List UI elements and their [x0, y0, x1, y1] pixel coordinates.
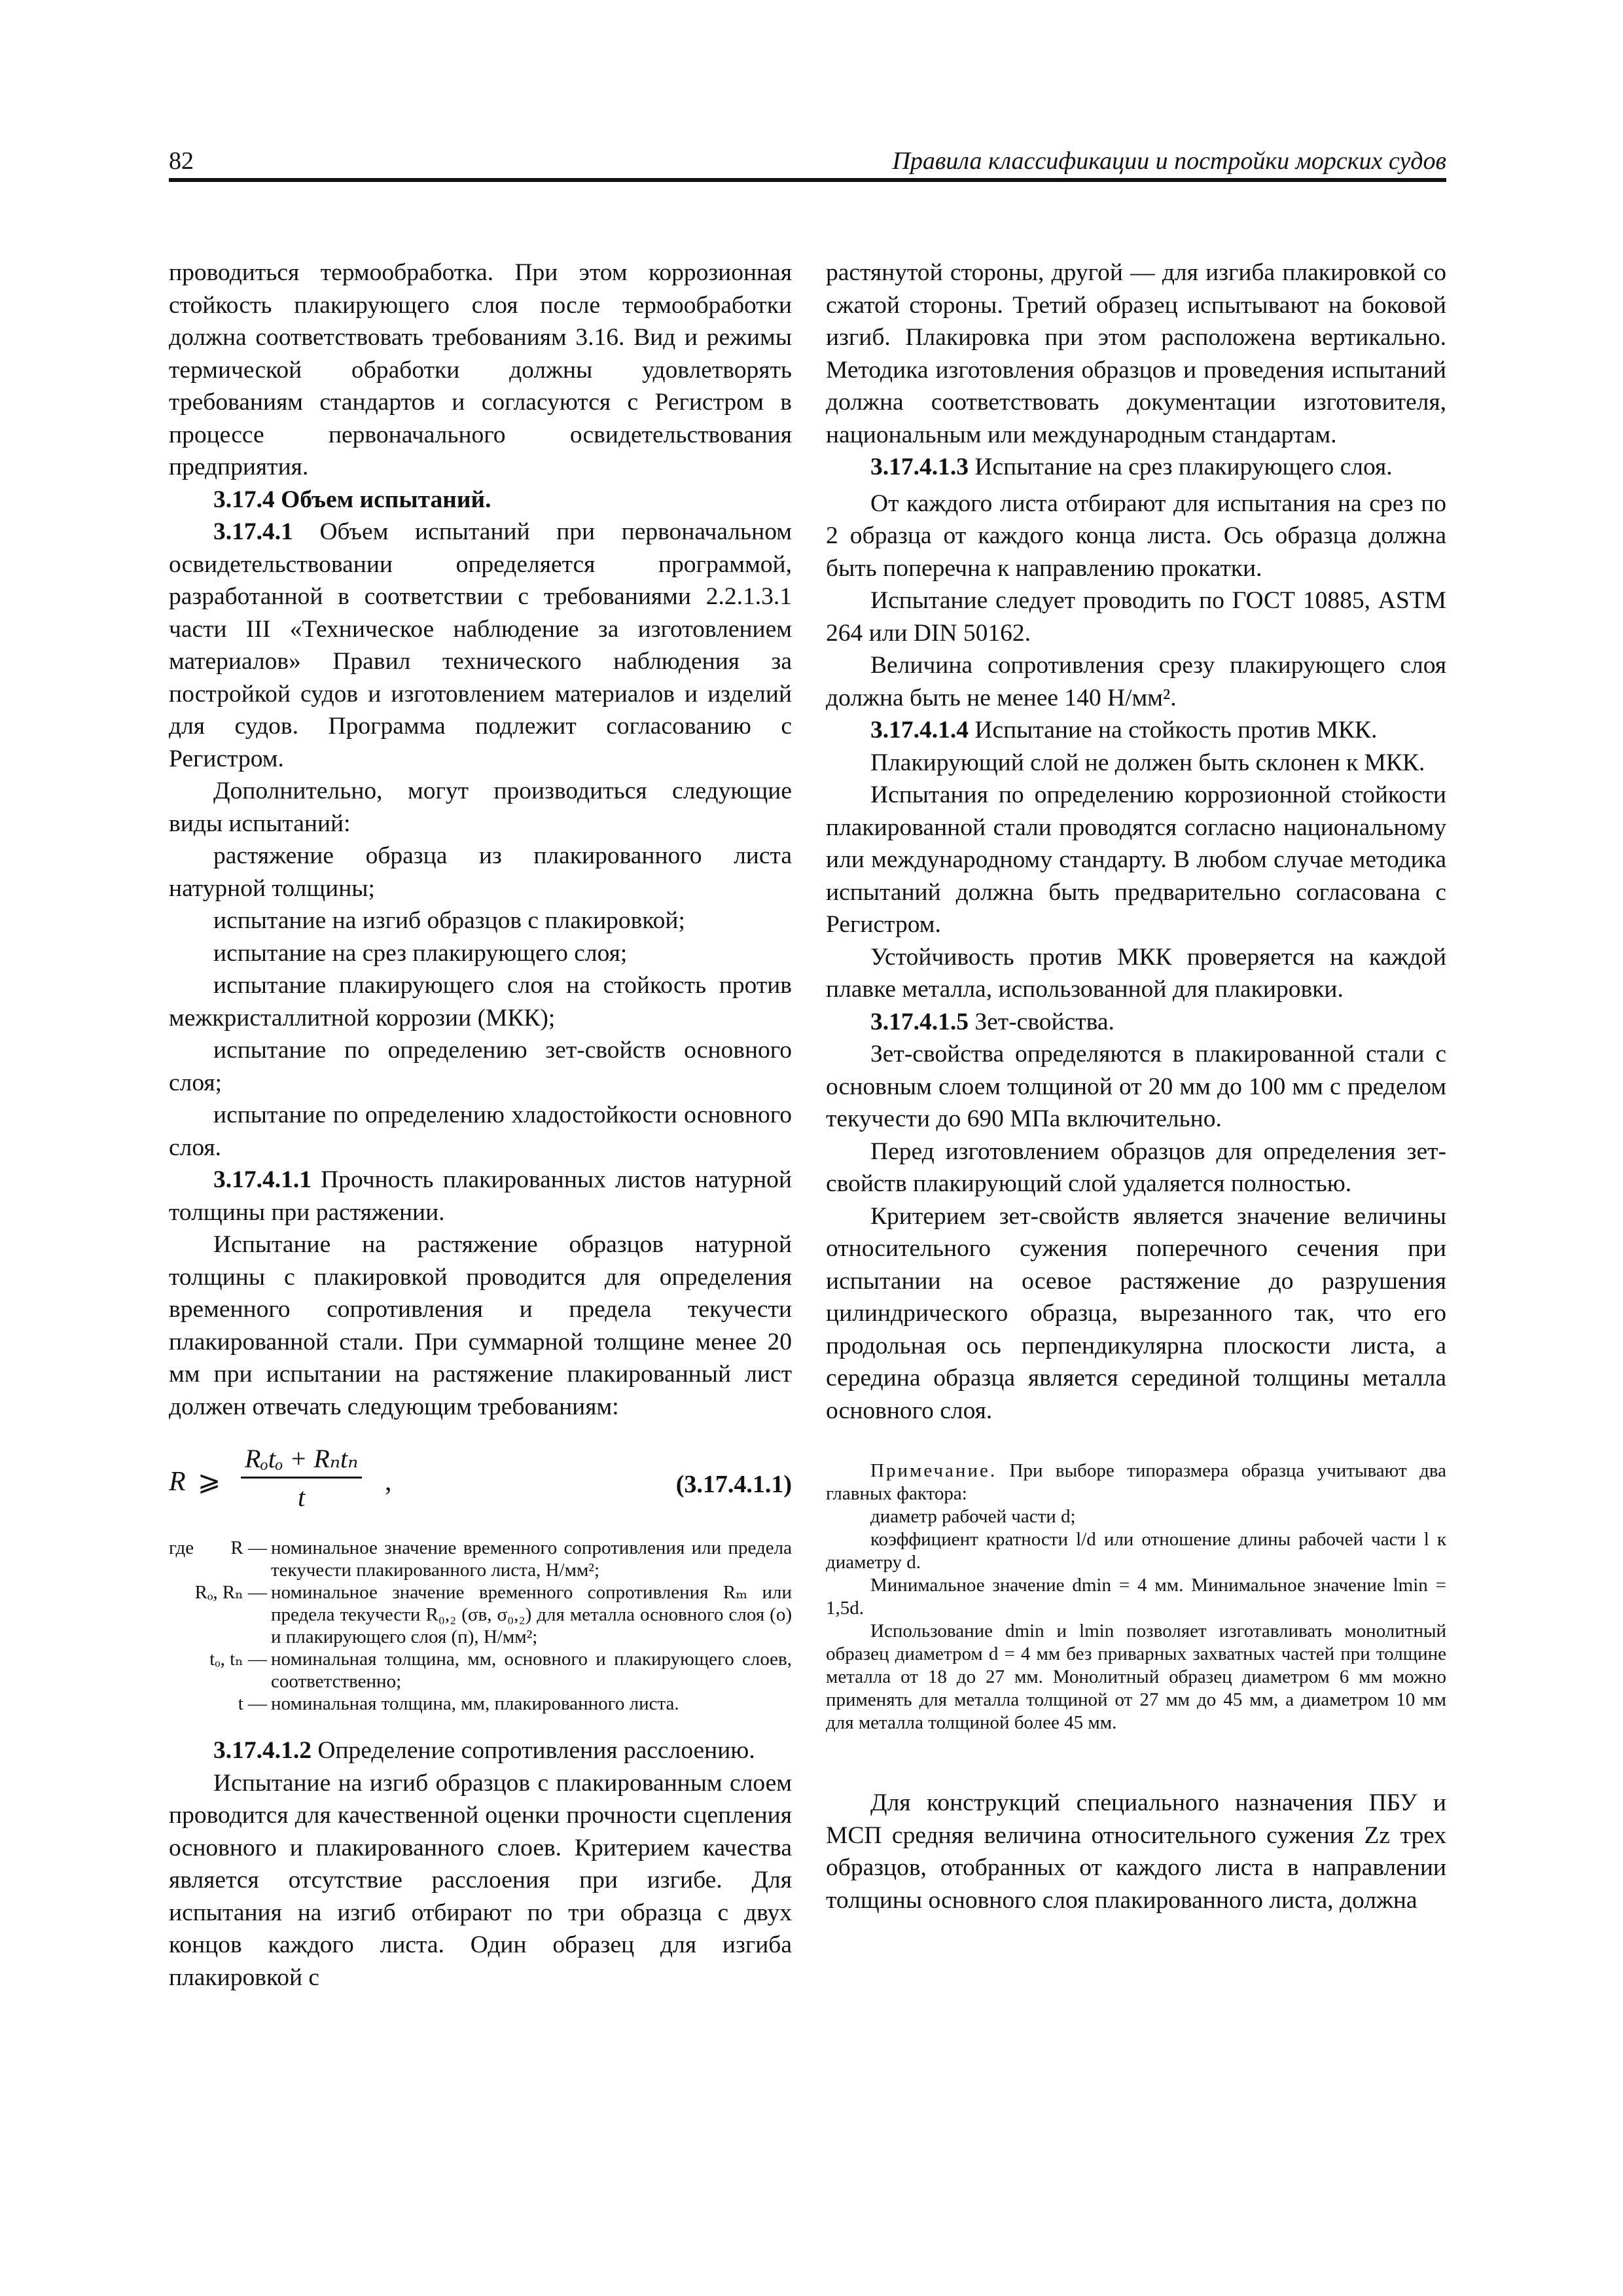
definition-text: номинальное значение временного сопротивления или предела текучести плакированного листа, Н/мм²;	[271, 1537, 792, 1581]
definition-symbol: t —	[238, 1693, 267, 1714]
definition-text: номинальное значение временного сопротивления Rₘ или предела текучести R₀,₂ (σв, σ₀,₂) для металла основного слоя (о) и плакирующего слоя (п), Н/мм²;	[271, 1582, 792, 1647]
clause-number: 3.17.4.1.5	[870, 1008, 969, 1035]
note-text: Минимальное значение dmin = 4 мм. Минимальное значение lmin = 1,5d.	[826, 1575, 1446, 1619]
list-item: испытание по определению зет-свойств основного слоя;	[169, 1037, 792, 1096]
formula-fraction	[241, 1443, 362, 1513]
paragraph: Испытание следует проводить по ГОСТ 10885, ASTM 264 или DIN 50162.	[826, 587, 1446, 647]
paragraph: Величина сопротивления срезу плакирующего слоя должна быть не менее 140 Н/мм².	[826, 652, 1446, 711]
running-title: Правила классификации и постройки морских судов	[892, 147, 1446, 175]
paragraph: Для конструкций специального назначения ПБУ и МСП средняя величина относительного сужения Zz трех образцов, отобранных от каждого листа в направлении толщины основного слоя плакированного листа, должна	[826, 1789, 1446, 1914]
paragraph: Испытания по определению коррозионной стойкости плакированной стали проводятся согласно национальному или международному стандарту. В любом случае методика испытаний должна быть предварительно согласована с Регистром.	[826, 781, 1446, 938]
definition-text: номинальная толщина, мм, плакированного листа.	[271, 1693, 679, 1714]
note-block	[826, 1460, 1446, 1734]
definition-symbol: R —	[230, 1537, 267, 1558]
formula-relation: ⩾	[198, 1467, 221, 1497]
paragraph: 3.17.4.1.3 Испытание на срез плакирующего слоя.	[870, 454, 1393, 480]
formula-denominator: t	[298, 1482, 306, 1512]
paragraph: 3.17.4.1.2 Определение сопротивления расслоению.	[213, 1737, 755, 1764]
clause-number: 3.17.4.1.2	[213, 1737, 312, 1764]
paragraph: 3.17.4.1.4 Испытание на стойкость против МКК.	[870, 717, 1378, 744]
paragraph: Зет-свойства определяются в плакированной стали с основным слоем толщиной от 20 мм до 100 мм с пределом текучести до 690 МПа включительно.	[826, 1041, 1446, 1132]
paragraph: Испытание на изгиб образцов с плакированным слоем проводится для качественной оценки прочности сцепления основного и плакированного слоев. Критерием качества является отсутствие расслоения при изгибе. Для испытания на изгиб отбирают по три образца с двух концов каждого листа. Один образец для изгиба плакировкой с	[169, 1769, 792, 1991]
paragraph: Перед изготовлением образцов для определения зет-свойств плакирующий слой удаляется полностью.	[826, 1138, 1446, 1197]
paragraph: Плакирующий слой не должен быть склонен к МКК.	[870, 749, 1425, 776]
clause-number: 3.17.4.1.3	[870, 454, 969, 480]
paragraph: От каждого листа отбирают для испытания на срез по 2 образца от каждого конца листа. Ось образца должна быть поперечна к направлению прокатки.	[826, 490, 1446, 582]
note-label: Примечание.	[870, 1460, 997, 1481]
paragraph: растянутой стороны, другой — для изгиба плакировкой со сжатой стороны. Третий образец испытывают на боковой изгиб. Плакировка при этом расположена вертикально. Методика изготовления образцов и проведения испытаний должна соответствовать документации изготовителя, национальным или международным стандартам.	[826, 259, 1446, 448]
paragraph: 3.17.4.1.1 Прочность плакированных листов натурной толщины при растяжении.	[169, 1166, 792, 1226]
formula-comma: ,	[385, 1467, 392, 1497]
clause-number: 3.17.4.1.4	[870, 717, 969, 744]
paragraph: 3.17.4.1.5 Зет-свойства.	[870, 1008, 1115, 1035]
list-item: испытание по определению хладостойкости основного слоя.	[169, 1102, 792, 1161]
formula-numerator: Rₒtₒ + Rₙtₙ	[241, 1443, 362, 1479]
where-label: где	[169, 1537, 194, 1558]
definitions-list	[169, 1537, 792, 1715]
clause-number: 3.17.4.1	[213, 518, 293, 545]
right-column	[826, 257, 1446, 1916]
list-item: испытание плакирующего слоя на стойкость против межкристаллитной коррозии (МКК);	[169, 972, 792, 1031]
list-item: испытание на срез плакирующего слоя;	[213, 939, 628, 967]
note-text: коэффициент кратности l/d или отношение длины рабочей части l к диаметру d.	[826, 1529, 1446, 1573]
formula-3-17-4-1-1	[169, 1443, 792, 1521]
formula-lhs: R	[169, 1467, 186, 1497]
left-column	[169, 257, 792, 1994]
definition-symbol: Rₒ, Rₙ —	[194, 1582, 267, 1603]
definition-text: номинальная толщина, мм, основного и плакирующего слоев, соответственно;	[271, 1649, 792, 1692]
list-item: испытание на изгиб образцов с плакировкой;	[213, 907, 685, 934]
page-header	[169, 145, 1446, 182]
paragraph: проводиться термообработка. При этом коррозионная стойкость плакирующего слоя после термообработки должна соответствовать требованиям 3.16. Вид и режимы термической обработки должны удовлетворять требованиям стандартов и согласуются с Регистром в процессе первоначального освидетельствования предприятия.	[169, 259, 792, 480]
paragraph: Испытание на растяжение образцов натурной толщины с плакировкой проводится для определения временного сопротивления и предела текучести плакированной стали. При суммарной толщине менее 20 мм при испытании на растяжение плакированный лист должен отвечать следующим требованиям:	[169, 1231, 792, 1420]
note-text: При выборе типоразмера образца учитывают два главных фактора:	[826, 1460, 1446, 1504]
paragraph: Критерием зет-свойств является значение величины относительного сужения поперечного сечения при испытании на осевое растяжение до разрушения цилиндрического образца, вырезанного так, что его продольная ось перпендикулярна плоскости листа, а середина образца является серединой толщины металла основного слоя.	[826, 1202, 1446, 1424]
note-text: Использование dmin и lmin позволяет изготавливать монолитный образец диаметром d = 4 мм без приварных захватных частей при толщине металла от 18 до 27 мм. Монолитный образец диаметром 6 мм можно применять для металла толщиной от 27 мм до 45 мм, а диаметром 10 мм для металла толщиной более 45 мм.	[826, 1621, 1446, 1733]
equation-number: (3.17.4.1.1)	[675, 1471, 792, 1498]
paragraph: Дополнительно, могут производиться следующие виды испытаний:	[169, 778, 792, 837]
clause-number: 3.17.4.1.1	[213, 1166, 312, 1193]
section-heading: 3.17.4 Объем испытаний.	[213, 486, 491, 513]
paragraph: Устойчивость против МКК проверяется на каждой плавке металла, использованной для плакировки.	[826, 943, 1446, 1003]
note-text: диаметр рабочей части d;	[870, 1506, 1076, 1527]
definition-symbol: tₒ, tₙ —	[209, 1649, 267, 1670]
list-item: растяжение образца из плакированного листа натурной толщины;	[169, 842, 792, 902]
page-number: 82	[169, 147, 194, 175]
paragraph: 3.17.4.1 Объем испытаний при первоначальном освидетельствовании определяется программой, разработанной в соответствии с требованиями 2.2.1.3.1 части III «Техническое наблюдение за изготовлением материалов» Правил технического наблюдения за постройкой судов и изготовлением материалов и изделий для судов. Программа подлежит согласованию с Регистром.	[169, 518, 792, 772]
